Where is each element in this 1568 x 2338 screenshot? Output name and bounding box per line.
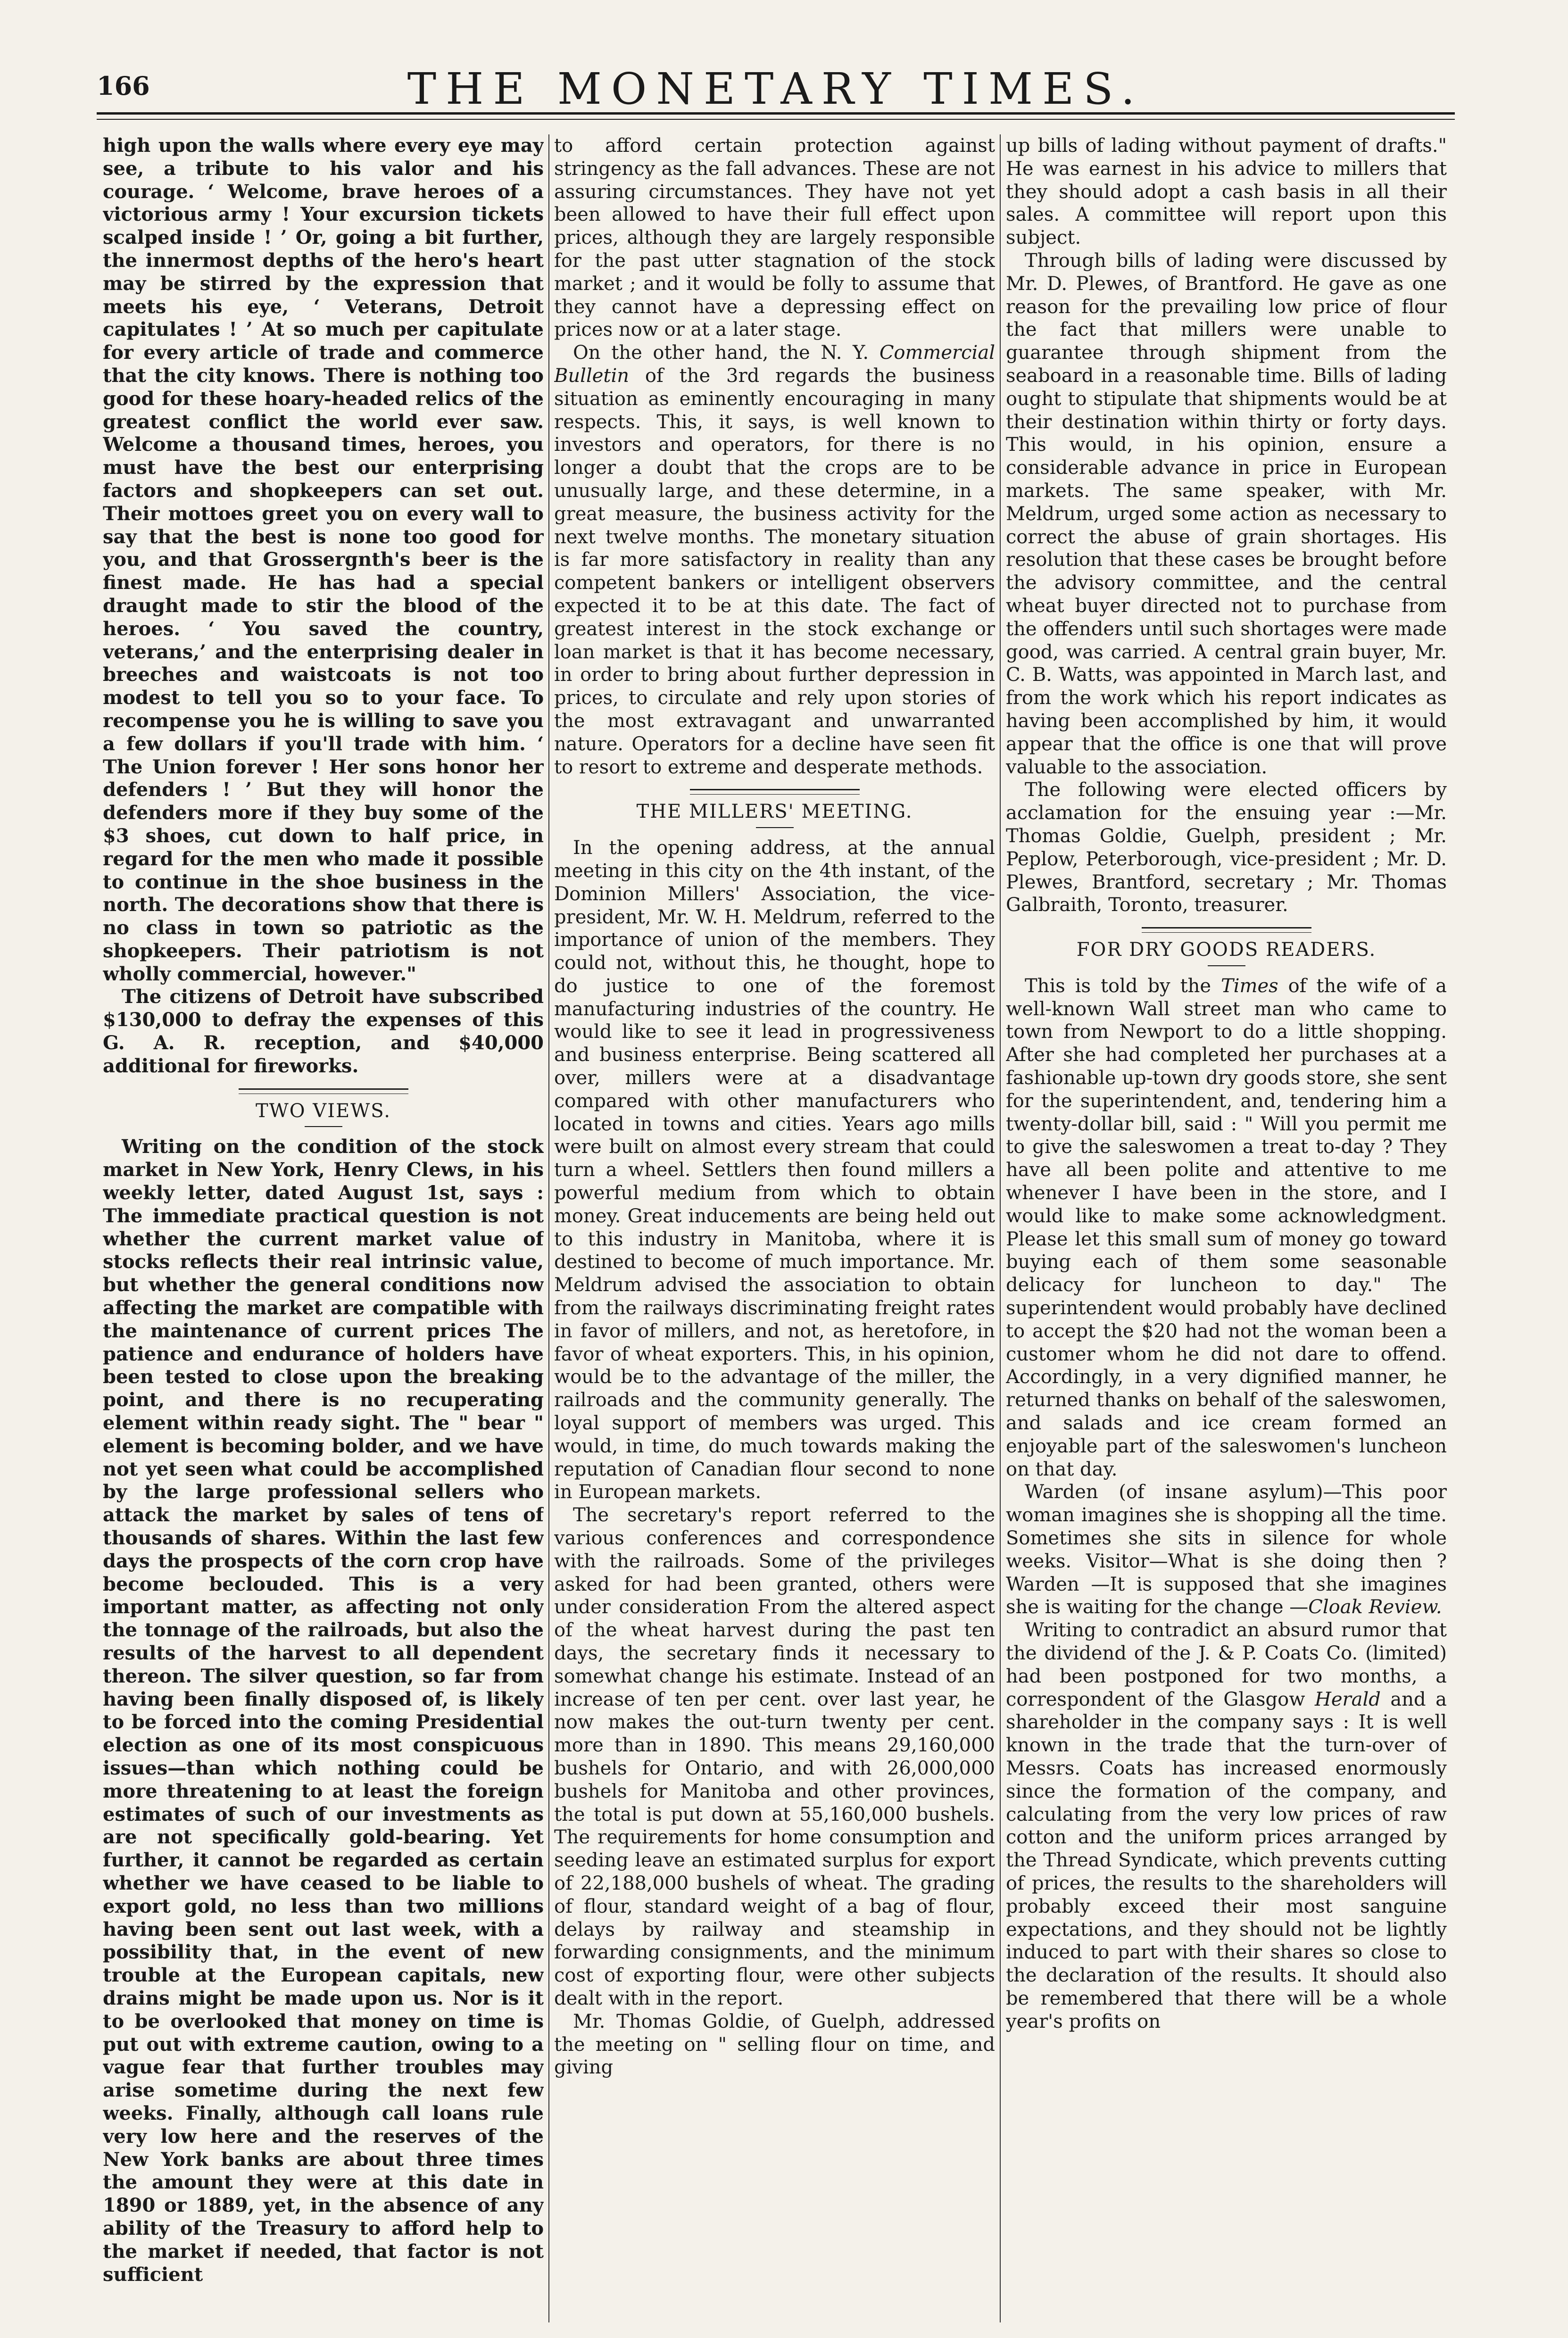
heading-underline — [305, 1126, 342, 1127]
publication-name: Commercial Bulletin — [554, 342, 995, 387]
text-run: of the wife of a well-known Wall street man who came to town from Newport to do a little shopping. After she had completed her purchases at a fashionable up-town dry goods store, she sent for the superintendent, and, tendering him a twenty-dollar bill, said : " Will you permit me to give the saleswomen a treat to-day ? They have all been polite and attentive to me whenever I have been in the store, and I would like to make some acknowledgment. Please let this small sum of money go toward buying each of them some seasonable delicacy for luncheon to day." The superintendent would probably have declined to accept the $20 had not the woman been a customer whom he did not dare to offend. Accordingly, in a very dignified manner, he returned thanks on behalf of the saleswomen, and salads and ice cream formed an enjoyable part of the saleswomen's luncheon on that day. — [1006, 975, 1447, 1480]
heading-underline — [1208, 965, 1245, 966]
text-run: and a shareholder in the company says : It is well known in the trade that the turn-over of Messrs. Coats has increased enormously since the formation of the company, and calculating from the very low prices of raw cotton and the uniform prices arranged by the Thread Syndicate, which prevents cutting of prices, the results to the shareholders will probably exceed their most sanguine expectations, and they should not be lightly induced to part with their shares so close to the declaration of the results. It should also be remembered that there will be a whole year's profits on — [1006, 1688, 1447, 2032]
text-run: Writing to contradict an absurd rumor that the dividend of the J. & P. Coats Co. (limited) had been postponed for two months, a correspondent of the Glasgow — [1006, 1619, 1447, 1710]
paragraph: The citizens of Detroit have subscribed $130,000 to defray the expenses of this G. A. R. reception, and $40,000 additional for fireworks. — [103, 986, 544, 1077]
paragraph — [1006, 975, 1447, 1481]
paragraph — [1006, 1619, 1447, 2033]
page-header — [97, 61, 1455, 118]
column-divider-1 — [548, 134, 549, 2322]
paragraph: high upon the walls where every eye may see, a tribute to his valor and his courage. ‘ Welcome, brave heroes of a victorious army ! Your excursion tickets scalped inside ! ’ Or, going a bit further, the innermost depths of the hero's heart may be stirred by the expression that meets his eye, ‘ Veterans, Detroit capitulates ! ’ At so much per capitulate for every article of trade and commerce that the city knows. There is nothing too good for these hoary-headed relics of the greatest conflict the world ever saw. Welcome a thousand times, heroes, you must have the best our enterprising factors and shopkeepers can set out. Their mottoes greet you on every wall to say that the best is none too good for you, and that Grossergnth's beer is the finest made. He has had a special draught made to stir the blood of the heroes. ‘ You saved the country, veterans,’ and the enterprising dealer in breeches and waistcoats is not too modest to tell you so to your face. To recompense you he is willing to save you a few dollars if you'll trade with him. ‘ The Union forever ! Her sons honor her defenders ! ’ But they will honor the defenders more if they buy some of the $3 shoes, cut down to half price, in regard for the men who made it possible to continue in the shoe business in the north. The decorations show that there is no class in town so patriotic as the shopkeepers. Their patriotism is not wholly commercial, however." — [103, 134, 544, 985]
text-run: Warden (of insane asylum)—This poor woman imagines she is shopping all the time. Sometimes she sits in silence for whole weeks. Visitor—What is she doing then ? Warden —It is supposed that she imagines she is waiting for the change — — [1006, 1481, 1447, 1618]
text-run: On the other hand, the N. Y. — [573, 342, 879, 364]
publication-title: THE MONETARY TIMES. — [407, 64, 1145, 114]
publication-name: Cloak Review. — [1308, 1596, 1442, 1618]
header-rule — [97, 112, 1455, 115]
section-heading-two-views: TWO VIEWS. — [256, 1100, 391, 1122]
paragraph: Through bills of lading were discussed by Mr. D. Plewes, of Brantford. He gave as one reason for the prevailing low price of flour the fact that millers were unable to guarantee through shipment from the seaboard in a reasonable time. Bills of lading ought to stipulate that shipments would be at their destination within thirty or forty days. This would, in his opinion, ensure a considerable advance in price in European markets. The same speaker, with Mr. Meldrum, urged some action as necessary to correct the abuse of grain shortages. His resolution that these cases be brought before the advisory committee, and the central wheat buyer directed not to purchase from the offenders until such shortages were made good, was carried. A central grain buyer, Mr. C. B. Watts, was appointed in March last, and from the work which his report indicates as having been accomplished by him, it would appear that the office is one that will prove valuable to the association. — [1006, 249, 1447, 778]
paragraph: The secretary's report referred to the various conferences and correspondence with the railroads. Some of the privileges asked for had been granted, others were under consideration From the altered aspect of the wheat harvest during the past ten days, the secretary finds it necessary to somewhat change his estimate. Instead of an increase of ten per cent. over last year, he now makes the out-turn twenty per cent. more than in 1890. This means 29,160,000 bushels for Ontario, and with 26,000,000 bushels for Manitoba and other provinces, the total is put down at 55,160,000 bushels. The requirements for home consumption and seeding leave an estimated surplus for export of 22,188,000 bushels of wheat. The grading of flour, standard weight of a bag of flour, delays by railway and steamship in forwarding consignments, and the minimum cost of exporting flour, were other subjects dealt with in the report. — [554, 1504, 995, 2009]
publication-name: Herald — [1314, 1688, 1381, 1710]
paragraph: to afford certain protection against stringency as the fall advances. These are not assuring circumstances. They have not yet been allowed to have their full effect upon prices, although they are largely responsible for the past utter stagnation of the stock market ; and it would be folly to assume that they cannot have a depressing effect on prices now or at a later stage. — [554, 135, 995, 341]
column-1 — [103, 134, 544, 2327]
paragraph: Mr. Thomas Goldie, of Guelph, addressed the meeting on " selling flour on time, and giving — [554, 2010, 995, 2079]
page-number: 166 — [97, 71, 150, 101]
paragraph: Writing on the condition of the stock market in New York, Henry Clews, in his weekly letter, dated August 1st, says : The immediate practical question is not whether the current market value of stocks reflects their real intrinsic value, but whether the general conditions now affecting the market are compatible with the maintenance of current prices The patience and endurance of holders have been tested to close upon the breaking point, and there is no recuperating element within ready sight. The " bear " element is becoming bolder, and we have not yet seen what could be accomplished by the large professional sellers who attack the market by sales of tens of thousands of shares. Within the last few days the prospects of the corn crop have become beclouded. This is a very important matter, as affecting not only the tonnage of the railroads, but also the results of the harvest to all dependent thereon. The silver question, so far from having been finally disposed of, is likely to be forced into the coming Presidential election as one of its most conspicuous issues—than which nothing could be more threatening to at least the foreign estimates of such of our investments as are not specifically gold-bearing. Yet further, it cannot be regarded as certain whether we have ceased to be liable to export gold, no less than two millions having been sent out last week, with a possibility that, in the event of new trouble at the European capitals, new drains might be made upon us. Nor is it to be overlooked that money on time is put out with extreme caution, owing to a vague fear that further troubles may arise sometime during the next few weeks. Finally, although call loans rule very low here and the reserves of the New York banks are about three times the amount they were at this date in 1890 or 1889, yet, in the absence of any ability of the Treasury to afford help to the market if needed, that factor is not sufficient — [103, 1136, 544, 2286]
section-rule — [690, 789, 860, 795]
text-run: of the 3rd regards the business situation as eminently encouraging in many respects. This, it says, is well known to investors and operators, for there is no longer a doubt that the crops are to be unusually large, and these determine, in a great measure, the business activity for the next twelve months. The monetary situation is far more satisfactory in reality than any competent bankers or intelligent observers expected it to be at this date. The fact of greatest interest in the stock exchange or loan market is that it has become necessary, in order to bring about further depression in prices, to circulate and rely upon stories of the most extravagant and unwarranted nature. Operators for a decline have seen fit to resort to extreme and desperate methods. — [554, 365, 995, 778]
paragraph: The following were elected officers by acclamation for the ensuing year :—Mr. Thomas Goldie, Guelph, president ; Mr. Peplow, Peterborough, vice-president ; Mr. D. Plewes, Brantford, secretary ; Mr. Thomas Galbraith, Toronto, treasurer. — [1006, 779, 1447, 916]
section-heading-millers-meeting: THE MILLERS' MEETING. — [636, 801, 913, 823]
paragraph — [554, 341, 995, 779]
heading-underline — [756, 827, 794, 828]
section-rule — [1142, 927, 1311, 933]
column-divider-2 — [1000, 134, 1001, 2322]
section-heading-dry-goods: FOR DRY GOODS READERS. — [1076, 939, 1377, 961]
publication-name: Times — [1221, 975, 1278, 997]
section-rule — [239, 1088, 408, 1094]
paragraph: up bills of lading without payment of drafts." He was earnest in his advice to millers that they should adopt a cash basis in all their sales. A committee will report upon this subject. — [1006, 135, 1447, 249]
paragraph: In the opening address, at the annual meeting in this city on the 4th instant, of the Dominion Millers' Association, the vice-president, Mr. W. H. Meldrum, referred to the importance of union of the members. They could not, without this, he thought, hope to do justice to one of the foremost manufacturing industries of the country. He would like to see it lead in progressiveness and business enterprise. Being scattered all over, millers were at a disadvantage compared with other manufacturers who located in towns and cities. Years ago mills were built on almost every stream that could turn a wheel. Settlers then found millers a powerful medium from which to obtain money. Great inducements are being held out to this industry in Manitoba, where it is destined to become of much importance. Mr. Meldrum advised the association to obtain from the railways discriminating freight rates in favor of millers, and not, as heretofore, in favor of wheat exporters. This, in his opinion, would be to the advantage of the miller, the railroads and the community generally. The loyal support of members was urged. This would, in time, do much towards making the reputation of Canadian flour second to none in European markets. — [554, 837, 995, 1503]
header-rule-thin — [97, 119, 1455, 120]
text-run: This is told by the — [1025, 975, 1221, 997]
column-2 — [554, 134, 995, 2327]
paragraph — [1006, 1481, 1447, 1619]
column-3 — [1006, 134, 1447, 2327]
